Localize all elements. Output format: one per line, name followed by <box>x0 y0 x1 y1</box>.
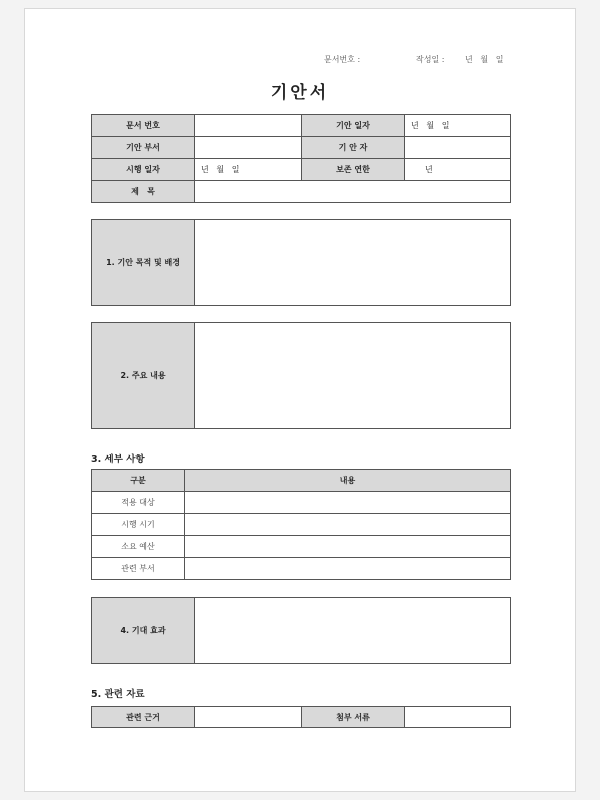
row-content-field[interactable] <box>185 536 511 558</box>
section2-content[interactable] <box>195 323 511 429</box>
details-table <box>91 469 511 580</box>
doc-number-label: 문서번호 : <box>324 55 361 64</box>
content-column-header: 내용 <box>185 470 511 492</box>
section4-content[interactable] <box>195 598 511 664</box>
table-row <box>92 558 511 580</box>
references-table <box>91 706 511 728</box>
subject-header: 제 목 <box>92 181 195 203</box>
draft-dept-header: 기안 부서 <box>92 137 195 159</box>
doc-number-field[interactable] <box>195 115 302 137</box>
section4-label: 4. 기대 효과 <box>92 598 195 664</box>
exec-date-field[interactable]: 년 월 일 <box>195 159 302 181</box>
row-label: 적용 대상 <box>92 492 185 514</box>
drafter-field[interactable] <box>405 137 511 159</box>
basis-header: 관련 근거 <box>92 707 195 728</box>
page-title: 기안서 <box>270 83 330 103</box>
category-column-header: 구분 <box>92 470 185 492</box>
info-table <box>91 114 511 203</box>
row-label: 시행 시기 <box>92 514 185 536</box>
date-label: 작성일 : <box>416 55 445 64</box>
table-row <box>92 514 511 536</box>
section3-title: 3. 세부 사항 <box>91 454 145 465</box>
row-label: 관련 부서 <box>92 558 185 580</box>
draft-date-header: 기안 일자 <box>302 115 405 137</box>
basis-field[interactable] <box>195 707 302 728</box>
date-placeholder: 년 월 일 <box>465 55 504 64</box>
section1-box <box>91 219 511 306</box>
doc-number-header: 문서 번호 <box>92 115 195 137</box>
table-row <box>92 536 511 558</box>
table-row <box>92 492 511 514</box>
row-content-field[interactable] <box>185 492 511 514</box>
drafter-header: 기 안 자 <box>302 137 405 159</box>
section1-label: 1. 기안 목적 및 배경 <box>92 220 195 306</box>
section5-title: 5. 관련 자료 <box>91 689 145 700</box>
retention-field[interactable]: 년 <box>405 159 511 181</box>
attachments-field[interactable] <box>405 707 511 728</box>
section2-label: 2. 주요 내용 <box>92 323 195 429</box>
row-content-field[interactable] <box>185 558 511 580</box>
section2-box <box>91 322 511 429</box>
row-label: 소요 예산 <box>92 536 185 558</box>
section4-box <box>91 597 511 664</box>
row-content-field[interactable] <box>185 514 511 536</box>
draft-dept-field[interactable] <box>195 137 302 159</box>
attachments-header: 첨부 서류 <box>302 707 405 728</box>
exec-date-header: 시행 일자 <box>92 159 195 181</box>
section1-content[interactable] <box>195 220 511 306</box>
subject-field[interactable] <box>195 181 511 203</box>
draft-date-field[interactable]: 년 월 일 <box>405 115 511 137</box>
retention-header: 보존 연한 <box>302 159 405 181</box>
